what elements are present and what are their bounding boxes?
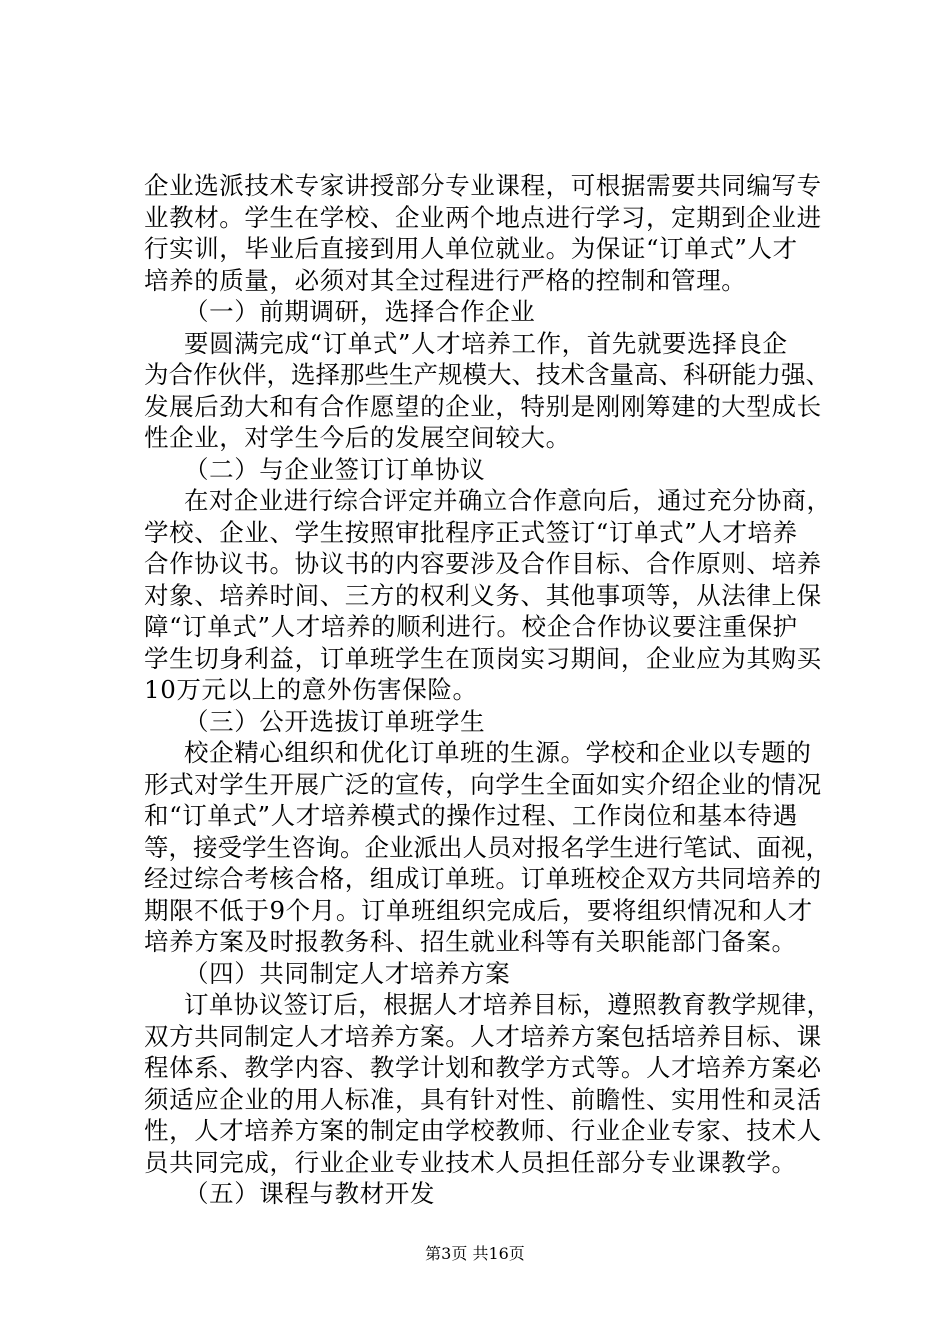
text-line: 培养方案及时报教务科、招生就业科等有关职能部门备案。 bbox=[144, 927, 797, 956]
text-line: 性企业，对学生今后的发展空间较大。 bbox=[144, 423, 571, 452]
text-line: 发展后劲大和有合作愿望的企业，特别是刚刚筹建的大型成长 bbox=[144, 391, 822, 421]
text-line: 对象、培养时间、三方的权利义务、其他事项等，从法律上保 bbox=[144, 580, 822, 610]
text-line: 员共同完成，行业企业专业技术人员担任部分专业课教学。 bbox=[144, 1147, 797, 1177]
text-line: （一）前期调研，选择合作企业 bbox=[184, 297, 536, 326]
text-line: 10万元以上的意外伤害保险。 bbox=[144, 675, 478, 704]
text-line: 合作协议书。协议书的内容要涉及合作目标、合作原则、培养 bbox=[144, 549, 822, 578]
text-line: 在对企业进行综合评定并确立合作意向后，通过充分协商， bbox=[184, 486, 832, 515]
text-line: 订单协议签订后，根据人才培养目标，遵照教育教学规律， bbox=[184, 990, 832, 1019]
text-line: （二）与企业签订订单协议 bbox=[184, 454, 486, 484]
text-line: 等，接受学生咨询。企业派出人员对报名学生进行笔试、面视， bbox=[144, 832, 830, 862]
text-line: 培养的质量，必须对其全过程进行严格的控制和管理。 bbox=[144, 265, 747, 295]
text-line: 要圆满完成“订单式”人才培养工作，首先就要选择良企 bbox=[184, 328, 788, 358]
text-line: 和“订单式”人才培养模式的操作过程、工作岗位和基本待遇 bbox=[144, 801, 798, 830]
document-body bbox=[144, 170, 834, 1210]
text-line: 双方共同制定人才培养方案。人才培养方案包括培养目标、课 bbox=[144, 1021, 822, 1051]
text-line: （三）公开选拔订单班学生 bbox=[184, 706, 486, 736]
text-line: 性，人才培养方案的制定由学校教师、行业企业专家、技术人 bbox=[144, 1116, 822, 1145]
text-line: 经过综合考核合格，组成订单班。订单班校企双方共同培养的 bbox=[144, 864, 822, 893]
text-line: 行实训，毕业后直接到用人单位就业。为保证“订单式”人才 bbox=[144, 234, 798, 263]
text-line: 期限不低于9个月。订单班组织完成后，要将组织情况和人才 bbox=[144, 895, 813, 925]
text-line: （四）共同制定人才培养方案 bbox=[184, 958, 511, 988]
text-line: 学生切身利益，订单班学生在顶岗实习期间，企业应为其购买 bbox=[144, 643, 822, 673]
text-line: 程体系、教学内容、教学计划和教学方式等。人才培养方案必 bbox=[144, 1053, 822, 1082]
text-line: 为合作伙伴，选择那些生产规模大、技术含量高、科研能力强、 bbox=[144, 360, 830, 389]
text-line: 须适应企业的用人标准，具有针对性、前瞻性、实用性和灵活 bbox=[144, 1084, 822, 1114]
text-line: 形式对学生开展广泛的宣传，向学生全面如实介绍企业的情况 bbox=[144, 769, 822, 799]
text-line: 企业选派技术专家讲授部分专业课程，可根据需要共同编写专 bbox=[144, 171, 822, 200]
text-line: 障“订单式”人才培养的顺利进行。校企合作协议要注重保护 bbox=[144, 612, 798, 641]
text-line: 学校、企业、学生按照审批程序正式签订“订单式”人才培养 bbox=[144, 517, 798, 547]
page-footer: 第3页 共16页 bbox=[425, 1244, 525, 1263]
text-line: （五）课程与教材开发 bbox=[184, 1179, 435, 1208]
text-line: 校企精心组织和优化订单班的生源。学校和企业以专题的 bbox=[184, 738, 812, 767]
text-line: 业教材。学生在学校、企业两个地点进行学习，定期到企业进 bbox=[144, 202, 822, 232]
